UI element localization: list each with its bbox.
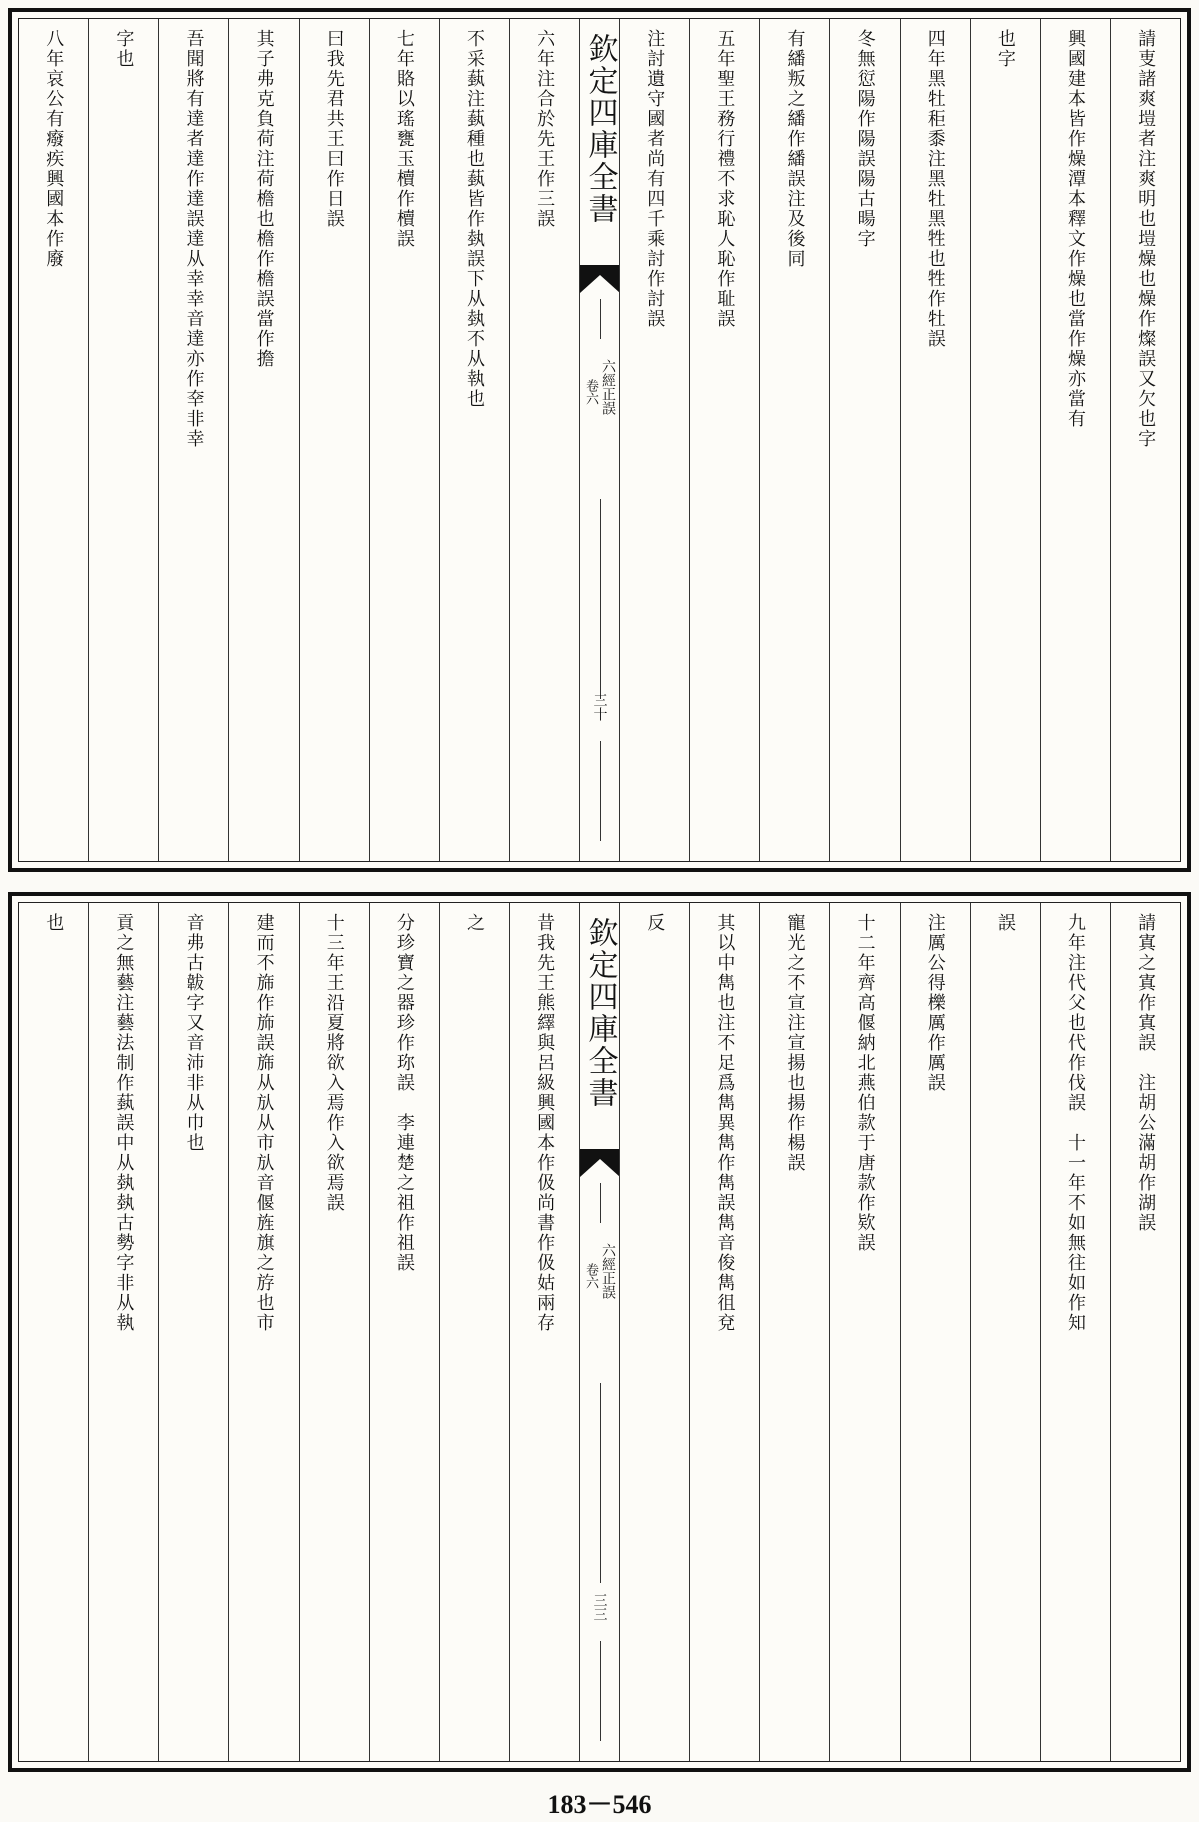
text-column — [900, 903, 970, 1761]
column-text: 十三年王沿夏將欲入焉作入欲焉誤 — [323, 913, 345, 1213]
column-text: 字也 — [113, 29, 135, 69]
column-text: 建而不旆作斾誤旆从㫃从市㫃音偃旌旗之斿也市 — [253, 913, 275, 1333]
text-column — [970, 19, 1040, 861]
column-text: 四年黑牡秬黍注黑牡黑牲也牲作牡誤 — [924, 29, 946, 349]
column-text: 寵光之不宣注宣揚也揚作楊誤 — [784, 913, 806, 1173]
text-column — [759, 19, 829, 861]
column-text: 請叓諸爽塏者注爽明也塏燥也燥作燦誤又欠也字 — [1135, 29, 1157, 449]
lower-page-frame — [18, 902, 1181, 1762]
text-column — [619, 19, 689, 861]
column-text: 不采蓺注蓺種也蓺皆作埶誤下从埶不从執也 — [464, 29, 486, 409]
gutter-title: 欽定四庫全書 — [582, 33, 618, 225]
gutter-book-title: 六經正誤 — [600, 1243, 616, 1299]
text-column — [1040, 903, 1110, 1761]
column-text: 之 — [464, 913, 486, 933]
column-text: 也字 — [994, 29, 1016, 69]
text-column — [369, 903, 439, 1761]
gutter-volume: 卷六 — [583, 1263, 598, 1289]
column-text: 其子弗克負荷注荷檐也檐作檐誤當作擔 — [253, 29, 275, 369]
text-column — [759, 903, 829, 1761]
column-text: 六年注合於先王作三誤 — [534, 29, 556, 229]
fishtail-mark-icon — [580, 265, 619, 293]
gutter-volume: 卷六 — [583, 379, 598, 405]
gutter-book-title: 六經正誤 — [600, 359, 616, 415]
text-column — [228, 19, 298, 861]
column-text: 昔我先王熊繹與呂級興國本作伋尚書作伋姑兩存 — [534, 913, 556, 1333]
gutter-rule — [600, 1383, 601, 1583]
column-text: 其以中雋也注不足爲雋異雋作雋誤雋音俊雋徂兗 — [714, 913, 736, 1333]
center-gutter — [579, 903, 619, 1761]
column-text: 七年賂以瑤甕玉櫝作櫝誤 — [393, 29, 415, 249]
text-column — [829, 19, 899, 861]
gutter-rule — [600, 299, 601, 339]
column-text: 曰我先君共王曰作日誤 — [323, 29, 345, 229]
upper-page-frame — [18, 18, 1181, 862]
text-column — [509, 19, 579, 861]
text-column — [1110, 903, 1180, 1761]
column-text: 五年聖王務行禮不求恥人恥作耻誤 — [714, 29, 736, 329]
column-text: 十二年齊高偃納北燕伯款于唐款作欵誤 — [854, 913, 876, 1253]
text-column — [88, 19, 158, 861]
column-text: 冬無愆陽作陽誤陽古暘字 — [854, 29, 876, 249]
gutter-rule — [600, 741, 601, 841]
gutter-rule — [600, 1183, 601, 1223]
lower-page — [8, 892, 1191, 1772]
text-column — [299, 19, 369, 861]
gutter-page-number: 三十 — [591, 693, 608, 721]
column-text: 八年哀公有癈疾興國本作廢 — [43, 29, 65, 269]
column-text: 吾聞將有達者達作達誤達从幸幸音達亦作㚔非幸 — [183, 29, 205, 449]
column-text: 九年注代父也代作伐誤 十一年不如無往如作知 — [1065, 913, 1087, 1333]
column-text: 注厲公得櫟厲作厲誤 — [924, 913, 946, 1093]
column-text: 分珍寶之器珍作珎誤 李連楚之祖作祖誤 — [393, 913, 415, 1273]
text-column — [19, 903, 88, 1761]
fishtail-mark-icon — [580, 1149, 619, 1177]
text-column — [228, 903, 298, 1761]
text-column — [900, 19, 970, 861]
gutter-title: 欽定四庫全書 — [582, 917, 618, 1109]
text-column — [88, 903, 158, 1761]
text-column — [299, 903, 369, 1761]
column-text: 也 — [43, 913, 65, 933]
column-text: 請寘之寘作寘誤 注胡公滿胡作湖誤 — [1135, 913, 1157, 1233]
text-column — [689, 19, 759, 861]
upper-page — [8, 8, 1191, 872]
column-text: 反 — [644, 913, 666, 933]
gutter-page-number: 三三 — [591, 1593, 608, 1621]
text-column — [19, 19, 88, 861]
center-gutter — [579, 19, 619, 861]
text-column — [439, 19, 509, 861]
column-text: 貢之無藝注藝法制作蓺誤中从埶埶古勢字非从執 — [113, 913, 135, 1333]
text-column — [689, 903, 759, 1761]
column-text: 興國建本皆作燥潭本釋文作燥也當作燥亦當有 — [1065, 29, 1087, 429]
text-column — [829, 903, 899, 1761]
column-text: 誤 — [994, 913, 1016, 933]
text-column — [1040, 19, 1110, 861]
text-column — [158, 903, 228, 1761]
column-text: 注討遺守國者尚有四千乘討作討誤 — [644, 29, 666, 329]
gutter-rule — [600, 499, 601, 699]
page-number: 183－546 — [547, 1790, 652, 1819]
text-column — [158, 19, 228, 861]
text-column — [439, 903, 509, 1761]
text-column — [619, 903, 689, 1761]
text-column — [970, 903, 1040, 1761]
text-column — [369, 19, 439, 861]
text-column — [1110, 19, 1180, 861]
column-text: 音弗古韍字又音沛非从巾也 — [183, 913, 205, 1153]
column-text: 有繙叛之繙作繙誤注及後同 — [784, 29, 806, 269]
gutter-rule — [600, 1641, 601, 1741]
text-column — [509, 903, 579, 1761]
